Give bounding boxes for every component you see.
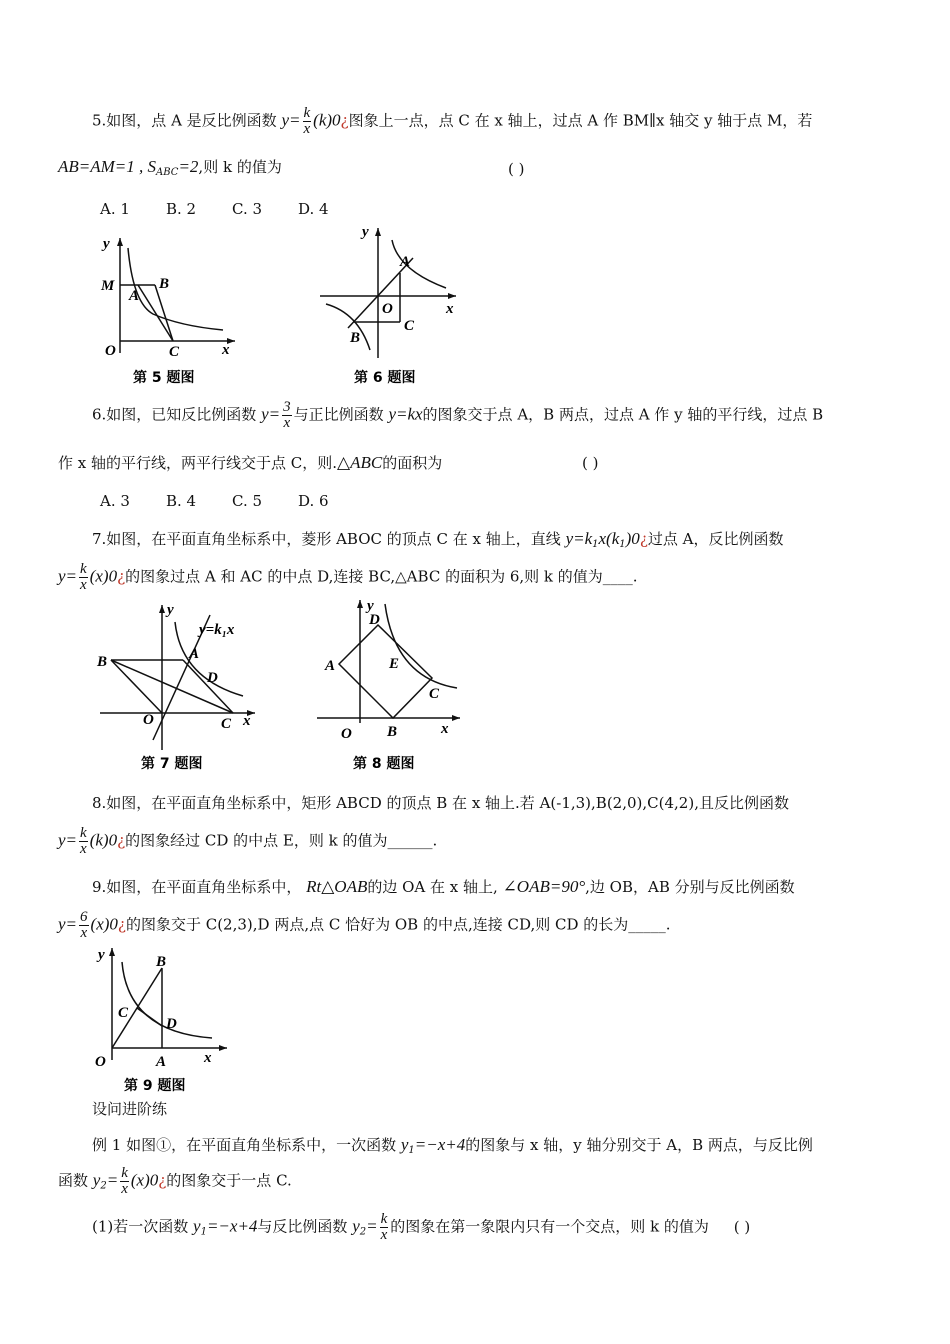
ex1-fraction: [120, 1166, 129, 1197]
ex1-text: 例 1 如图①，在平面直角坐标系中，一次函数: [92, 1136, 397, 1154]
fig6-label-y: y: [362, 224, 369, 240]
fig7-label-y: y: [167, 602, 174, 618]
q5-formula-2-sub: ABC: [156, 167, 179, 178]
q9-formula-2: ∠OAB=90°: [502, 877, 586, 896]
q6-triangle: △ABC: [337, 453, 383, 472]
ex1-1-line: [92, 1212, 750, 1244]
fig5-label-x: x: [222, 342, 230, 358]
fig5-label-m: M: [101, 278, 115, 294]
ex1-formula-sub: 1: [408, 1145, 415, 1156]
q7-text: 7.如图，在平面直角坐标系中，菱形 ABOC 的顶点 C 在 x 轴上，直线: [92, 530, 561, 548]
q6-text: 6.如图，已知反比例函数: [92, 405, 257, 424]
q9-line1: [92, 876, 795, 898]
section-title: 设问进阶练: [92, 1100, 168, 1118]
ex1-line2: [58, 1166, 292, 1198]
fig7-label-b: B: [97, 654, 108, 670]
ex1-1-answer-paren: ( ): [733, 1217, 751, 1236]
ex1-1-formula-2-end: =: [366, 1216, 378, 1236]
fig7-label-line: y=k₁x: [199, 622, 235, 638]
fig9-caption: 第 9 题图: [124, 1078, 186, 1094]
figure-7: [95, 600, 265, 780]
q5-text: 5.如图，点 A 是反比例函数: [92, 111, 277, 130]
ex1-1-frac-num: k: [380, 1211, 388, 1227]
q5-frac-den: x: [303, 121, 311, 137]
fig5-caption: 第 5 题图: [133, 370, 195, 386]
q7-line1: [92, 528, 783, 556]
fig8-label-d: D: [369, 612, 380, 628]
q6-choice-b: B. 4: [166, 492, 197, 510]
q5-cond: (k)0: [313, 110, 341, 130]
q9-mark: ¿: [117, 915, 126, 934]
figure-9: [92, 942, 242, 1098]
ex1-formula-2: y: [92, 1170, 101, 1190]
fig5-label-c: C: [169, 344, 180, 360]
q6-frac-den: x: [283, 415, 291, 431]
q9-text-4: 的图象交于 C(2,3),D 两点,点 C 恰好为 OB 的中点,连接 CD,则 CD 的长为_____.: [125, 915, 671, 934]
q7-formula-sub: 1: [592, 539, 599, 550]
q6-line1: [92, 400, 823, 431]
q7-frac-num: k: [80, 561, 87, 577]
q7-formula-sub-2: 1: [619, 539, 626, 550]
fig9-x-arrow: [219, 1045, 227, 1051]
fig5-line-ac: [138, 285, 173, 341]
q6-text-5: 的面积为: [382, 454, 443, 472]
ex1-line1: [92, 1134, 813, 1162]
ex1-formula: y: [400, 1135, 409, 1154]
q8-frac-num: k: [80, 825, 87, 841]
q5-text-3: ,则 k 的值为: [198, 158, 282, 176]
q5-frac-num: k: [303, 105, 311, 121]
fig8-label-e: E: [389, 656, 400, 672]
fig9-line-cd: [137, 1008, 162, 1026]
q9-frac-den: x: [80, 925, 88, 941]
fig5-label-b: B: [159, 276, 170, 292]
q9-text-2: 的边 OA 在 x 轴上,: [367, 878, 498, 896]
ex1-1-frac-den: x: [380, 1227, 388, 1243]
fig7-label-a: A: [189, 646, 200, 662]
fig6-label-a: A: [400, 254, 411, 270]
q5-line2: [58, 156, 282, 184]
q7-formula-2: y=: [58, 566, 78, 586]
fig9-label-o: O: [95, 1054, 106, 1070]
fig5-y-arrow: [117, 238, 123, 246]
q8-mark: ¿: [117, 831, 126, 850]
fig5-line-bc: [155, 285, 173, 341]
q5-formula-2-end: =2: [178, 157, 199, 176]
ex1-text-4: 的图象交于一点 C.: [166, 1171, 292, 1190]
figure-5: [95, 228, 245, 388]
q7-text-3: 的图象过点 A 和 AC 的中点 D,连接 BC,△ABC 的面积为 6,则 k 的值为____.: [125, 567, 638, 586]
q9-formula-3: y=: [58, 914, 78, 934]
q5-choice-d: D. 4: [298, 200, 329, 218]
fig7-label-c: C: [221, 716, 232, 732]
q9-line2: [58, 910, 671, 941]
fig8-label-x: x: [441, 721, 449, 737]
ex1-1-formula-2: y: [352, 1216, 360, 1236]
q9-frac-num: 6: [80, 909, 88, 925]
q9-cond: (x)0: [90, 914, 118, 934]
q6-choice-c: C. 5: [232, 492, 263, 510]
q6-choice-d: D. 6: [298, 492, 329, 510]
q7-fraction: [79, 562, 88, 593]
q8-frac-den: x: [80, 841, 87, 857]
q6-text-2: 与正比例函数: [293, 405, 384, 424]
q8-line1: [92, 792, 789, 814]
q6-text-4: 作 x 轴的平行线，两平行线交于点 C，则.: [58, 454, 338, 472]
fig7-caption: 第 7 题图: [141, 756, 203, 772]
ex1-1-text-2: 与反比例函数: [257, 1217, 348, 1236]
ex1-1-formula: y: [193, 1216, 201, 1236]
fig8-label-o: O: [341, 726, 352, 742]
q5-text-2: 图象上一点，点 C 在 x 轴上，过点 A 作 BM∥x 轴交 y 轴于点 M，若: [348, 111, 813, 130]
q9-fraction: [79, 910, 89, 941]
q7-mark: ¿: [639, 530, 648, 548]
fig7-y-arrow: [159, 605, 165, 613]
q6-frac-num: 3: [283, 399, 291, 415]
figure-8: [315, 598, 475, 780]
q8-fraction: [79, 826, 88, 857]
fig8-curve: [385, 604, 457, 688]
q8-text: 8.如图，在平面直角坐标系中，矩形 ABCD 的顶点 B 在 x 轴上.若 A(-1,3),B(2,0),C(4,2),且反比例函数: [92, 794, 789, 812]
ex1-formula-2-end: =: [106, 1170, 119, 1190]
q5-choice-a: A. 1: [100, 200, 130, 218]
fig5-curve: [128, 248, 223, 330]
fig8-y-arrow: [357, 600, 363, 608]
q5-choice-c: C. 3: [232, 200, 263, 218]
ex1-text-3: 函数: [58, 1171, 89, 1190]
q7-frac-den: x: [80, 577, 87, 593]
q8-text-2: 的图象经过 CD 的中点 E，则 k 的值为______.: [125, 831, 438, 850]
fig9-label-x: x: [204, 1050, 212, 1066]
fig8-x-arrow: [452, 715, 460, 721]
ex1-text-2: 的图象与 x 轴，y 轴分别交于 A，B 两点，与反比例: [465, 1136, 813, 1154]
fig7-line-bo: [111, 660, 162, 713]
q5-line1: [92, 106, 812, 137]
fig8-caption: 第 8 题图: [353, 756, 415, 772]
fig7-label-o: O: [143, 712, 154, 728]
ex1-1-formula-sub: 1: [200, 1226, 207, 1238]
fig9-y-arrow: [109, 948, 115, 956]
q9-formula: Rt△OAB: [306, 877, 368, 896]
fig8-label-c: C: [429, 686, 440, 702]
ex1-1-text-3: 的图象在第一象限内只有一个交点，则 k 的值为: [390, 1217, 709, 1236]
fig9-label-d: D: [166, 1016, 177, 1032]
q5-fraction: [303, 106, 312, 137]
ex1-frac-num: k: [121, 1165, 128, 1181]
fig9-label-c: C: [118, 1005, 129, 1021]
fig8-label-y: y: [367, 598, 374, 614]
fig6-label-c: C: [404, 318, 415, 334]
ex1-frac-den: x: [121, 1181, 128, 1197]
q7-line2: [58, 562, 638, 593]
q6-line2: [58, 452, 442, 474]
fig6-y-arrow: [375, 228, 381, 236]
q6-formula-2: y=kx: [388, 404, 423, 424]
ex1-1-text: (1)若一次函数: [92, 1217, 189, 1236]
fig7-line-bc: [111, 660, 233, 713]
fig5-label-a: A: [129, 288, 140, 304]
q5-mark: ¿: [340, 111, 349, 130]
q7-formula-mid: x(k: [598, 529, 620, 548]
q7-text-2: 过点 A，反比例函数: [647, 530, 784, 548]
fig6-label-x: x: [446, 301, 454, 317]
fig8-label-a: A: [325, 658, 336, 674]
fig7-line-ac: [183, 660, 233, 713]
fig9-label-a: A: [156, 1054, 167, 1070]
ex1-cond: (x)0: [130, 1170, 159, 1190]
fig6-label-b: B: [350, 330, 361, 346]
fig8-label-b: B: [387, 724, 398, 740]
q7-formula-end: )0: [625, 529, 640, 548]
q9-text-3: ,边 OB，AB 分别与反比例函数: [585, 878, 795, 896]
figure-6: [318, 218, 468, 388]
q6-formula: y=: [261, 404, 281, 424]
q8-line2: [58, 826, 437, 857]
q5-choice-b: B. 2: [166, 200, 197, 218]
q7-cond: (x)0: [89, 566, 118, 586]
q9-text: 9.如图，在平面直角坐标系中，: [92, 878, 302, 896]
ex1-1-formula-2-sub: 2: [359, 1226, 367, 1238]
q5-formula: y=: [281, 110, 301, 130]
q8-formula: y=: [58, 830, 78, 850]
ex1-1-formula-end: =−x+4: [206, 1216, 258, 1236]
fig6-x-arrow: [448, 293, 456, 299]
q6-text-3: 的图象交于点 A，B 两点，过点 A 作 y 轴的平行线，过点 B: [422, 405, 824, 424]
fig7-label-d: D: [207, 670, 218, 686]
fig5-label-o: O: [105, 343, 116, 359]
fig5-label-y: y: [103, 236, 110, 252]
fig9-label-y: y: [98, 947, 105, 963]
q5-answer-paren: ( ): [508, 160, 525, 178]
fig6-label-o: O: [382, 301, 393, 317]
ex1-mark: ¿: [158, 1171, 167, 1190]
ex1-1-fraction: [380, 1212, 389, 1243]
ex1-formula-end: =−x+4: [414, 1135, 466, 1154]
q7-formula: y=k: [565, 529, 593, 548]
fig6-caption: 第 6 题图: [354, 370, 416, 386]
q5-formula-2: AB=AM=1 , S: [58, 157, 157, 176]
fig7-label-x: x: [243, 713, 251, 729]
q7-mark-2: ¿: [117, 567, 126, 586]
ex1-formula-2-sub: 2: [100, 1180, 107, 1192]
q8-cond: (k)0: [89, 830, 118, 850]
fig9-label-b: B: [156, 954, 167, 970]
q6-choice-a: A. 3: [100, 492, 130, 510]
q6-fraction: [282, 400, 292, 431]
q6-answer-paren: ( ): [582, 454, 599, 472]
